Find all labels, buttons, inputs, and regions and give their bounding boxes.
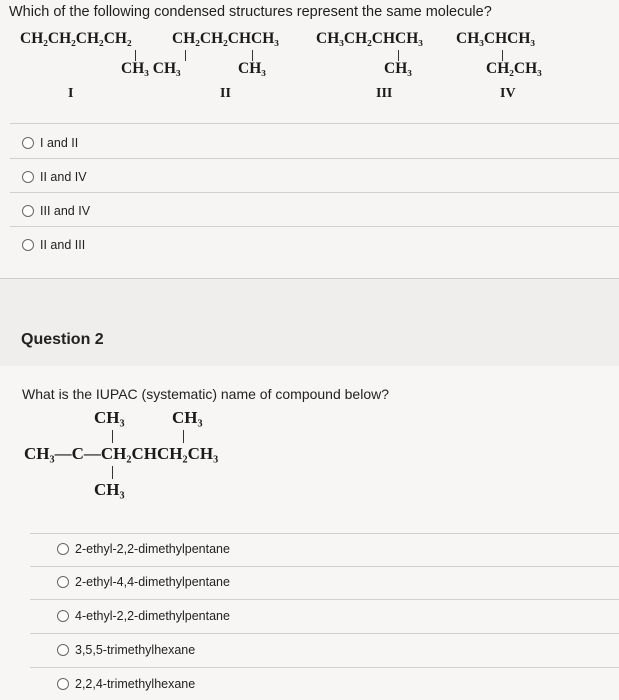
answer-option[interactable] bbox=[57, 643, 195, 657]
option-label: III and IV bbox=[40, 204, 91, 218]
structure-main-chain: CH₃—C—CH₂CHCH₂CH₃ bbox=[24, 444, 219, 463]
structure-bond-bottom bbox=[112, 466, 113, 479]
option-label: II and III bbox=[40, 238, 86, 252]
structure-i-bond-2 bbox=[185, 50, 186, 61]
question-2-title: Question 2 bbox=[21, 331, 104, 348]
structure-bond-top-1 bbox=[112, 430, 113, 443]
option-label: 3,5,5-trimethylhexane bbox=[75, 643, 196, 657]
option-label: 4-ethyl-2,2-dimethylpentane bbox=[75, 609, 230, 623]
structure-ii-label: II bbox=[220, 86, 231, 101]
radio-button[interactable] bbox=[22, 137, 34, 149]
radio-button[interactable] bbox=[57, 610, 69, 622]
structure-iii-main: CH₃CH₂CHCH₃ bbox=[316, 30, 423, 47]
answer-option[interactable] bbox=[57, 542, 230, 556]
structure-bottom-methyl: CH₃ bbox=[94, 480, 125, 499]
structure-iii-branch: CH₃ bbox=[384, 60, 412, 77]
question-1-structures bbox=[0, 0, 619, 120]
structure-ii-main: CH₂CH₂CHCH₃ bbox=[172, 30, 279, 47]
answer-option[interactable] bbox=[22, 170, 87, 184]
structure-iv-branch: CH₂CH₃ bbox=[486, 60, 542, 77]
answer-option[interactable] bbox=[57, 609, 230, 623]
structure-ii-branch: CH₃ bbox=[238, 60, 266, 77]
radio-button[interactable] bbox=[22, 239, 34, 251]
answer-option[interactable] bbox=[57, 677, 195, 691]
divider bbox=[10, 226, 619, 227]
structure-bond-top-2 bbox=[183, 430, 184, 443]
structure-top-methyl-1: CH₃ bbox=[94, 408, 125, 427]
structure-i-branch: CH₃ CH₃ bbox=[121, 60, 181, 77]
radio-button[interactable] bbox=[22, 171, 34, 183]
structure-top-methyl-2: CH₃ bbox=[172, 408, 203, 427]
structure-i-label: I bbox=[68, 86, 74, 101]
divider bbox=[30, 533, 619, 534]
option-label: II and IV bbox=[40, 170, 87, 184]
question-2-body bbox=[0, 366, 619, 700]
radio-button[interactable] bbox=[57, 678, 69, 690]
answer-option[interactable] bbox=[22, 238, 85, 252]
radio-button[interactable] bbox=[22, 205, 34, 217]
option-label: 2,2,4-trimethylhexane bbox=[75, 677, 196, 691]
question-2-header bbox=[0, 278, 619, 367]
divider bbox=[10, 158, 619, 159]
structure-iii-label: III bbox=[376, 86, 393, 101]
question-1 bbox=[0, 0, 619, 278]
answer-option[interactable] bbox=[22, 204, 90, 218]
answer-option[interactable] bbox=[22, 136, 78, 150]
radio-button[interactable] bbox=[57, 543, 69, 555]
structure-i-main: CH₂CH₂CH₂CH₂ bbox=[20, 30, 132, 47]
option-label: 2-ethyl-2,2-dimethylpentane bbox=[75, 542, 230, 556]
option-label: 2-ethyl-4,4-dimethylpentane bbox=[75, 575, 230, 589]
divider bbox=[30, 566, 619, 567]
divider bbox=[30, 633, 619, 634]
structure-iv-main: CH₃CHCH₃ bbox=[456, 30, 536, 47]
divider bbox=[10, 192, 619, 193]
answer-option[interactable] bbox=[57, 575, 230, 589]
divider bbox=[30, 667, 619, 668]
radio-button[interactable] bbox=[57, 576, 69, 588]
option-label: I and II bbox=[40, 136, 79, 150]
question-2-text: What is the IUPAC (systematic) name of compound below? bbox=[22, 386, 390, 402]
radio-button[interactable] bbox=[57, 644, 69, 656]
divider bbox=[30, 599, 619, 600]
divider bbox=[10, 123, 619, 124]
question-1-text: Which of the following condensed structures represent the same molecule? bbox=[9, 4, 492, 20]
structure-iv-label: IV bbox=[500, 86, 516, 101]
